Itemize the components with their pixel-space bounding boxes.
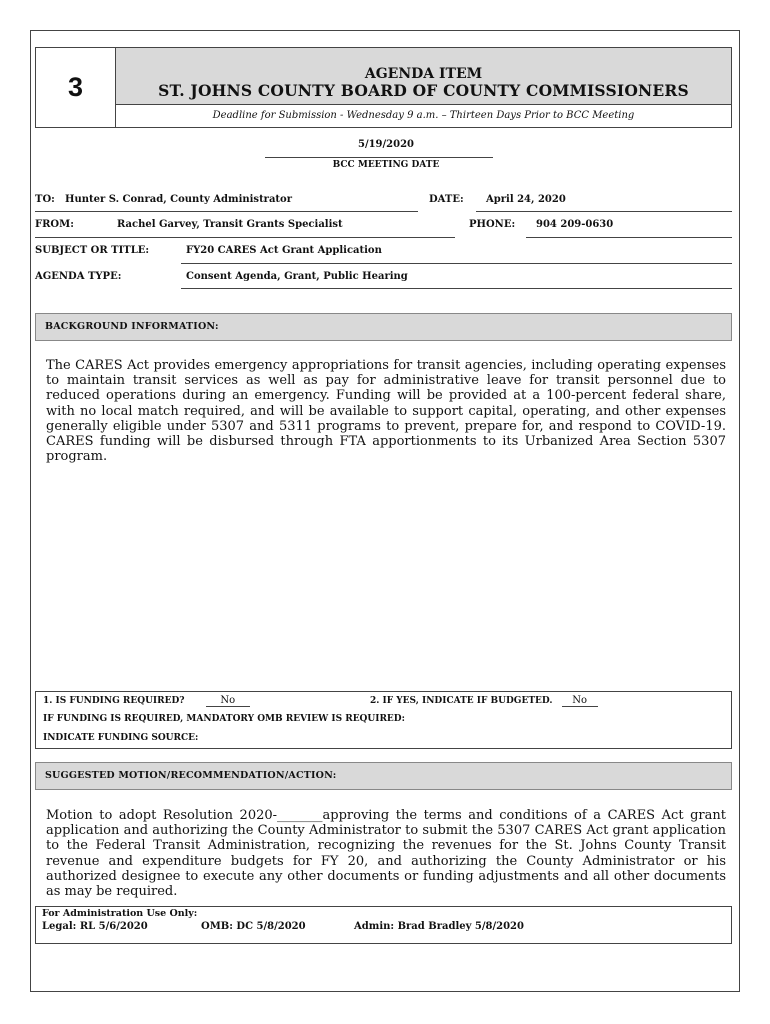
phone-value: 904 209-0630 [536,219,614,230]
omb-review: OMB: DC 5/8/2020 [201,921,306,932]
omb-review-note: IF FUNDING IS REQUIRED, MANDATORY OMB REVIEW IS REQUIRED: [43,714,405,724]
from-underline [35,237,455,238]
funding-required-value: No [206,695,250,707]
meeting-date: 5/19/2020 [357,139,414,150]
date-underline [476,211,732,212]
meeting-date-underline [265,157,493,158]
agenda-type-label: AGENDA TYPE: [35,271,122,282]
agenda-type-underline [181,288,732,289]
funding-required-row [43,695,250,707]
board-title: ST. JOHNS COUNTY BOARD OF COUNTY COMMISSIONERS [158,81,689,100]
title-cell [116,48,731,105]
background-heading: BACKGROUND INFORMATION: [35,313,732,341]
from-label: FROM: [35,219,74,230]
funding-budgeted-row [370,695,598,707]
funding-budgeted-label: 2. IF YES, INDICATE IF BUDGETED. [370,696,553,706]
phone-underline [526,237,732,238]
motion-heading: SUGGESTED MOTION/RECOMMENDATION/ACTION: [35,762,732,790]
date-label: DATE: [429,194,464,205]
header-box [35,47,732,128]
phone-label: PHONE: [469,219,516,230]
motion-text: Motion to adopt Resolution 2020-_______approving the terms and conditions of a CARES Act grant application and authorizing the County Administrator to submit the 5307 CARES Act grant application to the Federal Transit Administration, recognizing the revenues for the St. Johns County Transit revenue and expenditure budgets for FY 20, and authorizing the County Administrator or his authorized designee to execute any other documents or funding adjustments and all other documents as may be required. [46,808,726,900]
admin-use-box [35,906,732,944]
funding-budgeted-value: No [562,695,598,707]
to-value: Hunter S. Conrad, County Administrator [65,194,292,205]
agenda-item-title: AGENDA ITEM [364,66,483,82]
admin-review: Admin: Brad Bradley 5/8/2020 [354,921,524,932]
subject-label: SUBJECT OR TITLE: [35,245,150,256]
admin-use-heading: For Administration Use Only: [42,908,198,919]
date-value: April 24, 2020 [486,194,566,205]
legal-review: Legal: RL 5/6/2020 [42,921,148,932]
to-underline [35,211,418,212]
funding-required-label: 1. IS FUNDING REQUIRED? [43,696,185,706]
to-label: TO: [35,194,55,205]
subject-value: FY20 CARES Act Grant Application [186,245,382,256]
funding-box [35,691,732,749]
background-text: The CARES Act provides emergency appropriations for transit agencies, including operating expenses to maintain transit services as well as pay for administrative leave for transit personnel due to reduced operations during an emergency. Funding will be provided at a 100-percent federal share, with no local match required, and will be available to support capital, operating, and other expenses generally eligible under 5307 and 5311 programs to prevent, prepare for, and respond to COVID-19. CARES funding will be disbursed through FTA apportionments to its Urbanized Area Section 5307 program. [46,358,726,465]
agenda-form [30,30,740,992]
subject-underline [181,263,732,264]
agenda-type-value: Consent Agenda, Grant, Public Hearing [186,271,408,282]
funding-source-label: INDICATE FUNDING SOURCE: [43,733,199,743]
submission-deadline: Deadline for Submission - Wednesday 9 a.m. – Thirteen Days Prior to BCC Meeting [212,110,635,121]
from-value: Rachel Garvey, Transit Grants Specialist [117,219,343,230]
agenda-item-number: 3 [36,48,116,127]
meeting-date-label: BCC MEETING DATE [332,160,440,170]
